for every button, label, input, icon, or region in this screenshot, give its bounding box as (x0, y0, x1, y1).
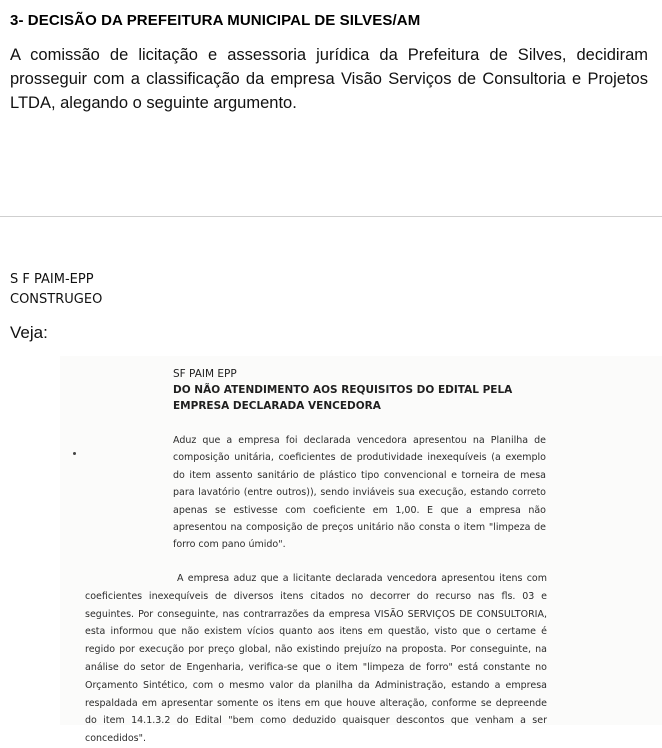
intro-paragraph (10, 43, 648, 115)
scan-speck (73, 452, 76, 455)
scanned-paragraph-2 (85, 570, 547, 748)
sender-line-1: S F PAIM-EPP (10, 272, 94, 287)
scanned-company-name: SF PAIM EPP (173, 368, 237, 380)
scanned-paragraph-2-text: A empresa aduz que a licitante declarada vencedora apresentou itens com coeficientes inexequíveis de diversos itens citados no decorrer do recurso nas fls. 03 e seguintes. Por conseguinte, nas contrarrazões da empresa VISÃO SERVIÇOS DE CONSULTORIA, esta informou que não existem vícios quanto aos itens em questão, visto que o certame é regido por execução por preço global, não existindo prejuízo na proposta. Por conseguinte, na análise do setor de Engenharia, verifica-se que o item "limpeza de forro" está constante no Orçamento Sintético, com o mesmo valor da planilha da Administração, estando a empresa respaldada em apresentar somente os itens em que houve alteração, conforme se depreende do item 14.1.3.2 do Edital "bem como deduzido quaisquer descontos que venham a ser concedidos". (85, 573, 547, 745)
intro-text: A comissão de licitação e assessoria jurídica da Prefeitura de Silves, decidiram prosseguir com a classificação da empresa Visão Serviços de Consultoria e Projetos LTDA, alegando o seguinte argumento. (10, 46, 648, 112)
scanned-paragraph-1 (173, 432, 546, 554)
divider (0, 216, 662, 217)
scanned-doc-header (173, 366, 553, 414)
section-title: 3- DECISÃO DA PREFEITURA MUNICIPAL DE SILVES/AM (10, 12, 421, 29)
veja-label: Veja: (10, 323, 48, 342)
scanned-heading: DO NÃO ATENDIMENTO AOS REQUISITOS DO EDITAL PELA EMPRESA DECLARADA VENCEDORA (173, 384, 513, 412)
scanned-document-image (60, 356, 662, 745)
sender-line-2: CONSTRUGEO (10, 292, 103, 307)
scanned-paragraph-1-text: Aduz que a empresa foi declarada vencedora apresentou na Planilha de composição unitária, coeficientes de produtividade inexequíveis (a exemplo do item assento sanitário de plástico tipo convencional e torneira de mesa para lavatório (entre outros)), sendo inviáveis sua execução, estando correto apenas se estivesse com coeficiente em 1,00. E que a empresa não apresentou na composição de preços unitário não consta o item "limpeza de forro com pano úmido". (173, 435, 546, 551)
